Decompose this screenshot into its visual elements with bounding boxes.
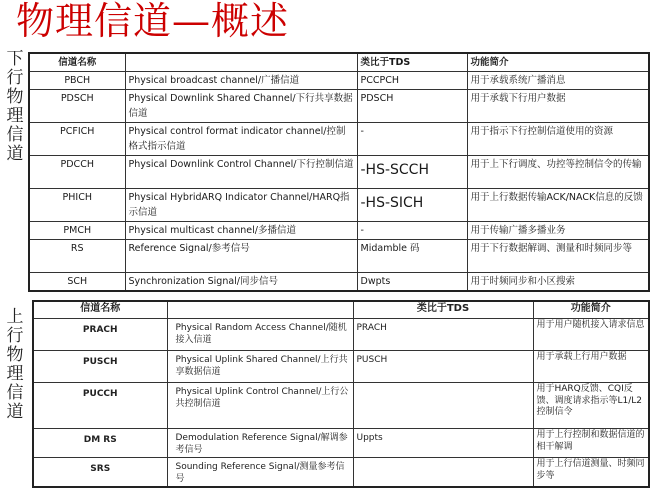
- channel-name: SRS: [33, 458, 167, 488]
- table-header-row: [33, 301, 649, 319]
- channel-compare: Midamble 码: [357, 240, 467, 273]
- channel-function: 用于承载系统广播消息: [467, 72, 649, 90]
- table-row: [29, 273, 649, 292]
- header-function: 功能简介: [467, 53, 649, 72]
- channel-function: 用于下行数据解调、测量和时频同步等: [467, 240, 649, 273]
- uplink-side-label: 上行物理信道: [6, 307, 24, 422]
- channel-function: 用于承载上行用户数据: [533, 351, 649, 383]
- table-row: [29, 222, 649, 240]
- channel-name: PRACH: [33, 319, 167, 351]
- table-row: [33, 351, 649, 383]
- channel-compare: PCCPCH: [357, 72, 467, 90]
- header-description: [125, 53, 357, 72]
- channel-description: Synchronization Signal/同步信号: [125, 273, 357, 292]
- channel-function: 用于上行信道测量、时频同步等: [533, 458, 649, 488]
- header-compare-tds: 类比于TDS: [353, 301, 533, 319]
- channel-name: DM RS: [33, 429, 167, 458]
- channel-description: Sounding Reference Signal/测量参考信号: [167, 458, 353, 488]
- table-row: [33, 383, 649, 429]
- channel-name: PDSCH: [29, 90, 125, 123]
- channel-function: 用于上行控制和数据信道的相干解调: [533, 429, 649, 458]
- header-compare-tds: 类比于TDS: [357, 53, 467, 72]
- channel-description: Physical broadcast channel/广播信道: [125, 72, 357, 90]
- channel-compare: Dwpts: [357, 273, 467, 292]
- uplink-channel-table: [32, 300, 650, 488]
- channel-name: PHICH: [29, 189, 125, 222]
- table-row: [33, 319, 649, 351]
- channel-name: PCFICH: [29, 123, 125, 156]
- channel-function: 用于时频同步和小区搜索: [467, 273, 649, 292]
- channel-function: 用于上下行调度、功控等控制信令的传输: [467, 156, 649, 189]
- channel-description: Physical Downlink Shared Channel/下行共享数据信道: [125, 90, 357, 123]
- table-header-row: [29, 53, 649, 72]
- channel-description: Physical Uplink Shared Channel/上行共享数据信道: [167, 351, 353, 383]
- channel-name: RS: [29, 240, 125, 273]
- table-row: [29, 123, 649, 156]
- header-function: 功能简介: [533, 301, 649, 319]
- channel-compare: [353, 458, 533, 488]
- downlink-side-label: 下行物理信道: [6, 49, 24, 164]
- channel-function: 用于HARQ反馈、CQI反馈、调度请求指示等L1/L2控制信令: [533, 383, 649, 429]
- page-title: 物理信道—概述: [16, 0, 290, 43]
- channel-name: PUSCH: [33, 351, 167, 383]
- downlink-channel-table: [28, 52, 650, 292]
- channel-compare: -: [357, 123, 467, 156]
- channel-compare: [353, 383, 533, 429]
- channel-function: 用于承载下行用户数据: [467, 90, 649, 123]
- channel-name: SCH: [29, 273, 125, 292]
- channel-description: Physical Uplink Control Channel/上行公共控制信道: [167, 383, 353, 429]
- channel-function: 用于传输广播多播业务: [467, 222, 649, 240]
- header-description: [167, 301, 353, 319]
- table-row: [29, 189, 649, 222]
- table-row: [29, 72, 649, 90]
- channel-compare: PUSCH: [353, 351, 533, 383]
- channel-compare: -HS-SCCH: [357, 156, 467, 189]
- channel-description: Reference Signal/参考信号: [125, 240, 357, 273]
- channel-description: Demodulation Reference Signal/解调参考信号: [167, 429, 353, 458]
- channel-description: Physical multicast channel/多播信道: [125, 222, 357, 240]
- table-row: [33, 458, 649, 488]
- channel-description: Physical Random Access Channel/随机接入信道: [167, 319, 353, 351]
- channel-description: Physical Downlink Control Channel/下行控制信道: [125, 156, 357, 189]
- channel-compare: PRACH: [353, 319, 533, 351]
- channel-compare: -: [357, 222, 467, 240]
- channel-compare: Uppts: [353, 429, 533, 458]
- table-row: [29, 90, 649, 123]
- channel-compare: PDSCH: [357, 90, 467, 123]
- header-channel-name: 信道名称: [33, 301, 167, 319]
- channel-function: 用于指示下行控制信道使用的资源: [467, 123, 649, 156]
- table-row: [29, 240, 649, 273]
- channel-function: 用于用户随机接入请求信息: [533, 319, 649, 351]
- table-row: [33, 429, 649, 458]
- channel-name: PDCCH: [29, 156, 125, 189]
- channel-description: Physical control format indicator channel/控制格式指示信道: [125, 123, 357, 156]
- channel-name: PBCH: [29, 72, 125, 90]
- channel-description: Physical HybridARQ Indicator Channel/HARQ指示信道: [125, 189, 357, 222]
- table-row: [29, 156, 649, 189]
- channel-name: PUCCH: [33, 383, 167, 429]
- channel-name: PMCH: [29, 222, 125, 240]
- channel-function: 用于上行数据传输ACK/NACK信息的反馈: [467, 189, 649, 222]
- channel-compare: -HS-SICH: [357, 189, 467, 222]
- header-channel-name: 信道名称: [29, 53, 125, 72]
